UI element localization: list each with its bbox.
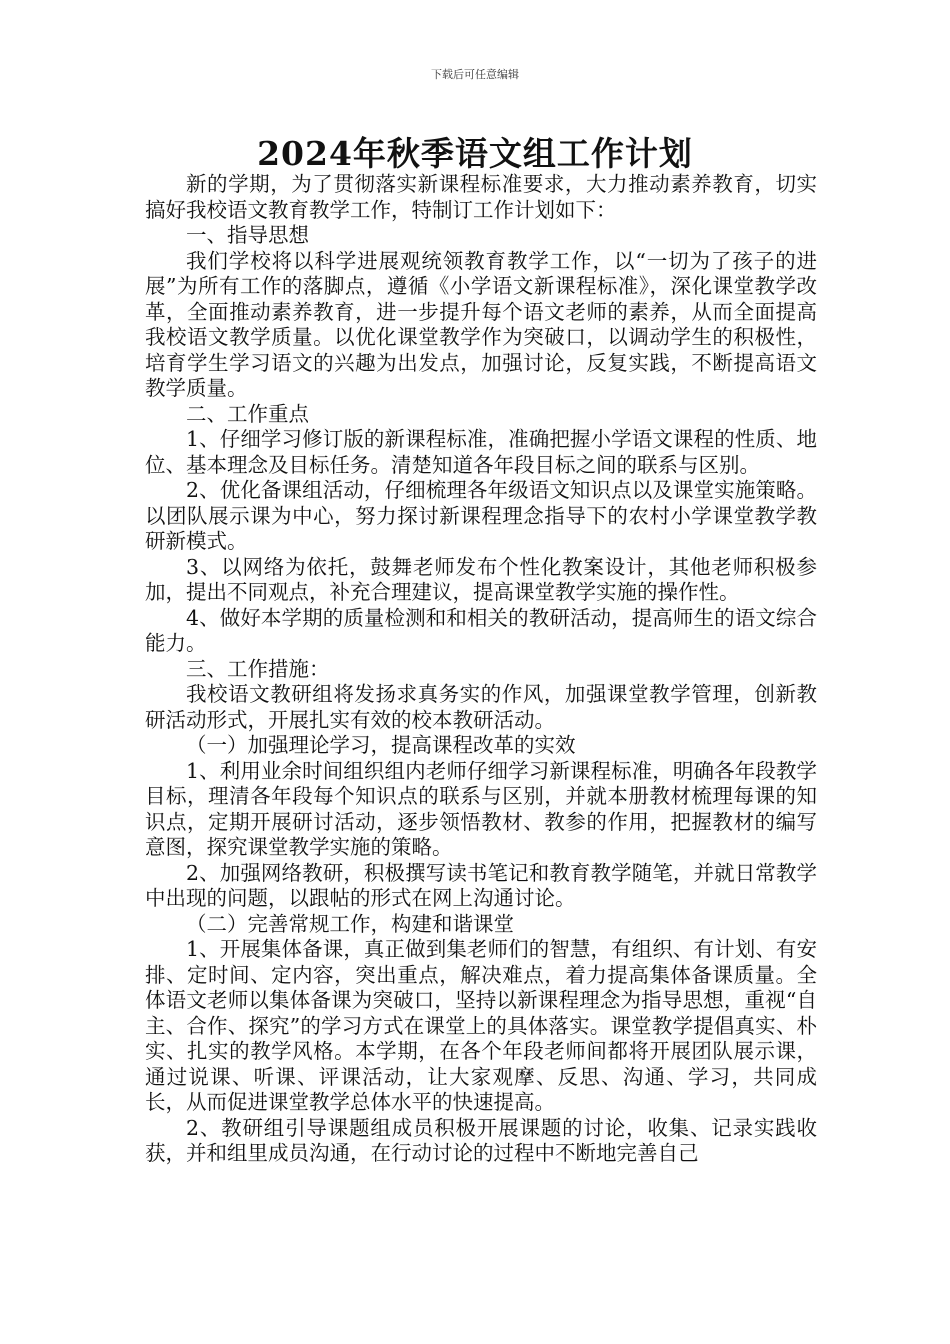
paragraph: 2、教研组引导课题组成员积极开展课题的讨论，收集、记录实践收获，并和组里成员沟通，在行动讨论的过程中不断地完善自己 <box>145 1115 817 1165</box>
paragraph: 4、做好本学期的质量检测和和相关的教研活动，提高师生的语文综合能力。 <box>145 605 817 655</box>
page-header: 下载后可任意编辑 <box>431 68 519 81</box>
paragraph: 1、利用业余时间组织组内老师仔细学习新课程标准，明确各年段教学目标，理清各年段每个知识点的联系与区别，并就本册教材梳理每课的知识点，定期开展研讨活动，逐步领悟教材、教参的作用，把握教材的编写意图，探究课堂教学实施的策略。 <box>145 758 817 859</box>
intro-paragraph: 新的学期，为了贯彻落实新课程标准要求，大力推动素养教育，切实搞好我校语文教育教学工作，特制订工作计划如下： <box>145 172 817 222</box>
paragraph: 1、仔细学习修订版的新课程标准，准确把握小学语文课程的性质、地位、基本理念及目标任务。清楚知道各年段目标之间的联系与区别。 <box>145 427 817 477</box>
paragraph: 我校语文教研组将发扬求真务实的作风，加强课堂教学管理，创新教研活动形式，开展扎实有效的校本教研活动。 <box>145 682 817 732</box>
section-heading: 一、指导思想 <box>186 223 309 247</box>
paragraph: 我们学校将以科学进展观统领教育教学工作，以“一切为了孩子的进展”为所有工作的落脚点，遵循《小学语文新课程标准》，深化课堂教学改革，全面推动素养教育，进一步提升每个语文老师的素养，从而全面提高我校语文教学质量。以优化课堂教学作为突破口，以调动学生的积极性，培育学生学习语文的兴趣为出发点，加强讨论，反复实践，不断提高语文教学质量。 <box>145 248 817 400</box>
paragraph: 3、以网络为依托，鼓舞老师发布个性化教案设计，其他老师积极参加，提出不同观点，补充合理建议，提高课堂教学实施的操作性。 <box>145 554 817 604</box>
section-heading: 二、工作重点 <box>186 401 309 426</box>
subsection-heading: （一）加强理论学习，提高课程改革的实效 <box>186 733 576 757</box>
section-heading: 三、工作措施： <box>186 656 330 681</box>
document-title: 2024年秋季语文组工作计划 <box>257 134 693 173</box>
paragraph: 1、开展集体备课，真正做到集老师们的智慧，有组织、有计划、有安排、定时间、定内容，突出重点，解决难点，着力提高集体备课质量。全体语文老师以集体备课为突破口，坚持以新课程理念为指导思想，重视“自主、合作、探究”的学习方式在课堂上的具体落实。课堂教学提倡真实、朴实、扎实的教学风格。本学期，在各个年段老师间都将开展团队展示课，通过说课、听课、评课活动，让大家观摩、反思、沟通、学习，共同成长，从而促进课堂教学总体水平的快速提高。 <box>145 937 817 1114</box>
document-body <box>145 172 817 1167</box>
paragraph: 2、加强网络教研，积极撰写读书笔记和教育教学随笔，并就日常教学中出现的问题，以跟帖的形式在网上沟通讨论。 <box>145 860 817 910</box>
paragraph: 2、优化备课组活动，仔细梳理各年级语文知识点以及课堂实施策略。以团队展示课为中心，努力探讨新课程理念指导下的农村小学课堂教学教研新模式。 <box>145 478 817 553</box>
subsection-heading: （二）完善常规工作，构建和谐课堂 <box>186 911 514 936</box>
